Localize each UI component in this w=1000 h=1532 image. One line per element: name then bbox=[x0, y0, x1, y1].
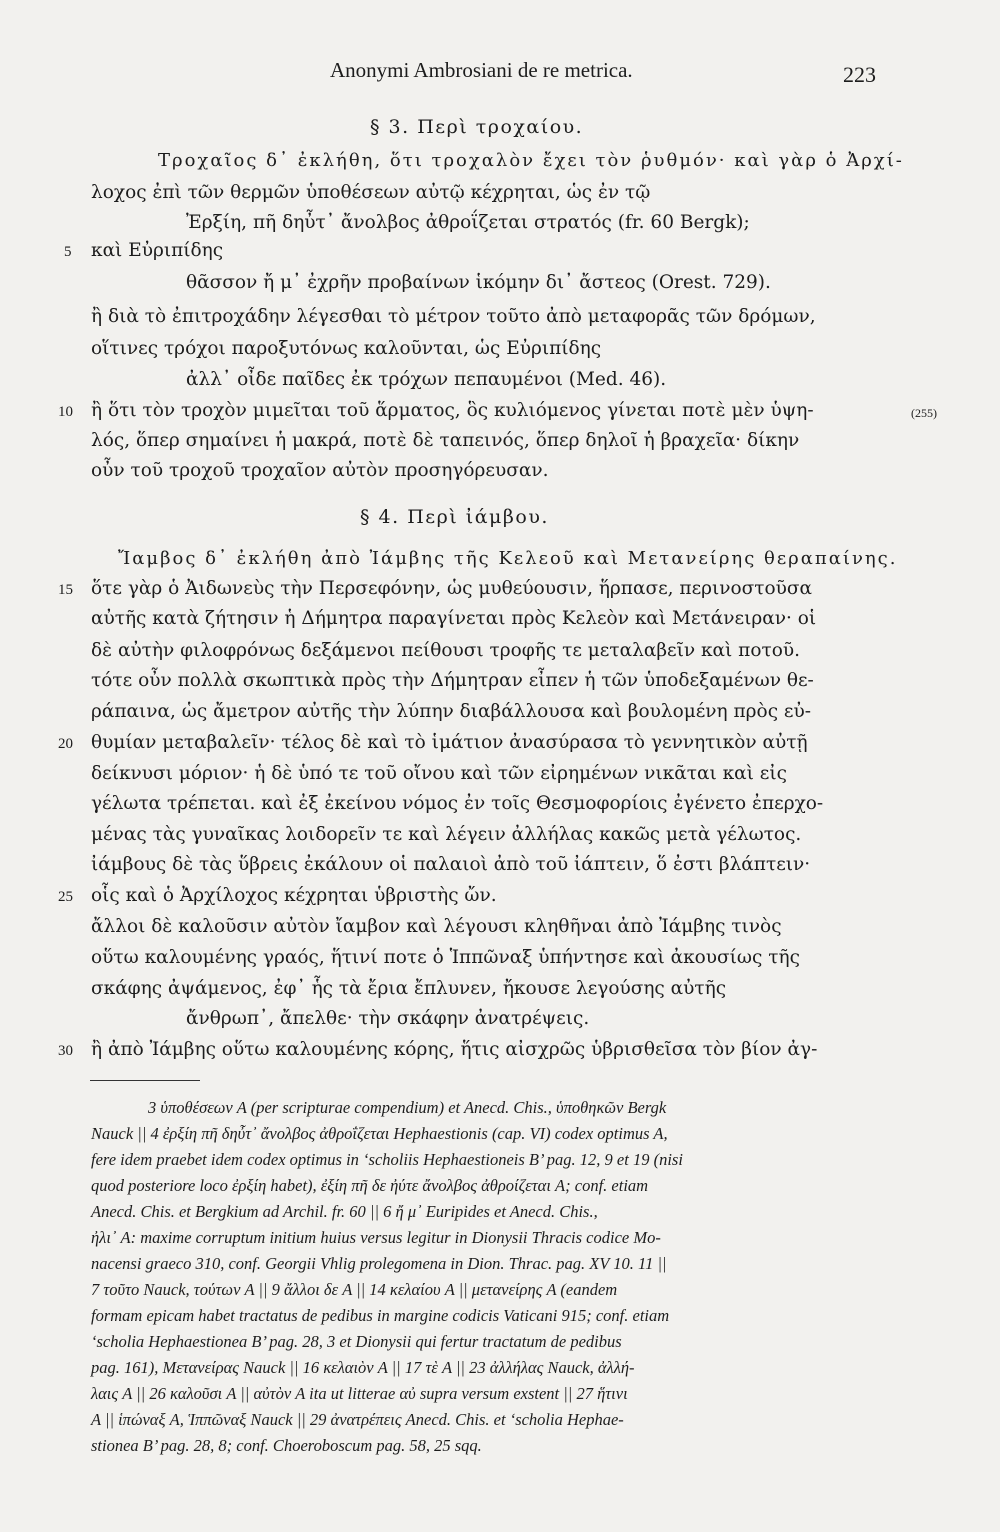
body-line: γέλωτα τρέπεται. καὶ ἐξ ἐκείνου νόμος ἐν τοῖς Θεσμοφορίοις ἐγένετο ἐπερχο- bbox=[91, 793, 824, 814]
line-number: 30 bbox=[58, 1043, 73, 1059]
body-line: λοχος ἐπὶ τῶν θερμῶν ὑποθέσεων αὐτῷ κέχρηται, ὡς ἐν τῷ bbox=[91, 182, 651, 203]
body-line: ἄλλοι δὲ καλοῦσιν αὐτὸν ἴαμβον καὶ λέγουσι κληθῆναι ἀπὸ Ἰάμβης τινὸς bbox=[91, 916, 782, 937]
body-line: ἰάμβους δὲ τὰς ὕβρεις ἐκάλουν οἱ παλαιοὶ ἀπὸ τοῦ ἰάπτειν, ὅ ἐστι βλάπτειν· bbox=[91, 854, 811, 875]
footnote-line: ‘scholia Hephaestionea B’ pag. 28, 3 et Dionysii qui fertur tractatum de pedibus bbox=[91, 1332, 622, 1351]
body-line: Τροχαῖος δ᾽ ἐκλήθη, ὅτι τροχαλὸν ἔχει τὸν ῥυθμόν· καὶ γὰρ ὁ Ἀρχί- bbox=[158, 150, 904, 171]
body-line: δὲ αὐτὴν φιλοφρόνως δεξάμενοι πείθουσι τροφῆς τε μεταλαβεῖν καὶ ποτοῦ. bbox=[91, 640, 800, 661]
line-number: 20 bbox=[58, 736, 73, 752]
footnote-line: 7 τοῦτο Nauck, τούτων A || 9 ἄλλοι δε A || 14 κελαίου A || μετανείρης A (eandem bbox=[91, 1280, 618, 1299]
footnote-line: λαις A || 26 καλοῦσι A || αὐτὸν A ita ut litterae αὐ supra versum exstent || 27 ἥτινι bbox=[91, 1384, 628, 1403]
verse-line: θᾶσσον ἤ μ᾽ ἐχρῆν προβαίνων ἱκόμην δι᾽ ἄστεος (Orest. 729). bbox=[186, 272, 771, 293]
footnote-line: Nauck || 4 ἐρξίη πῆ δηὖτ᾽ ἄνολβος ἀθροΐζεται Hephaestionis (cap. VI) codex optimus A, bbox=[91, 1124, 668, 1143]
footnote-line: quod posteriore loco ἐρξίη habet), ἐξίη πῆ δε ἠύτε ἄνολβος ἀθροίζεται A; conf. etiam bbox=[91, 1176, 649, 1195]
footnote-line: ἠλι᾽ A: maxime corruptum initium huius versus legitur in Dionysii Thracis codice Mo- bbox=[91, 1228, 661, 1247]
body-line: οὕτω καλουμένης γραός, ἥτινί ποτε ὁ Ἱππῶναξ ὑπήντησε καὶ ἀκουσίως τῆς bbox=[91, 947, 800, 968]
footnote-rule bbox=[90, 1080, 200, 1081]
section-title-trochee: § 3. Περὶ τροχαίου. bbox=[370, 116, 584, 138]
footnote-line: stionea B’ pag. 28, 8; conf. Choeroboscum pag. 58, 25 sqq. bbox=[91, 1436, 482, 1455]
body-line: ὅτε γὰρ ὁ Ἀιδωνεὺς τὴν Περσεφόνην, ὡς μυθεύουσιν, ἥρπασε, περινοστοῦσα bbox=[91, 578, 813, 599]
body-line: τότε οὖν πολλὰ σκωπτικὰ πρὸς τὴν Δήμητραν εἶπεν ἡ τῶν ὑποδεξαμένων θε- bbox=[91, 670, 814, 691]
body-line: ἢ ὅτι τὸν τροχὸν μιμεῖται τοῦ ἅρματος, ὃς κυλιόμενος γίνεται ποτὲ μὲν ὑψη- bbox=[91, 400, 814, 421]
line-number: 15 bbox=[58, 582, 73, 598]
verse-line: Ἐρξίη, πῆ δηὖτ᾽ ἄνολβος ἀθροΐζεται στρατός (fr. 60 Bergk); bbox=[186, 212, 750, 233]
body-line: οἵτινες τρόχοι παροξυτόνως καλοῦνται, ὡς Εὐριπίδης bbox=[91, 338, 602, 359]
body-line: θυμίαν μεταβαλεῖν· τέλος δὲ καὶ τὸ ἱμάτιον ἀνασύρασα τὸ γεννητικὸν αὐτῇ bbox=[91, 732, 808, 753]
body-line: ἢ διὰ τὸ ἐπιτροχάδην λέγεσθαι τὸ μέτρον τοῦτο ἀπὸ μεταφορᾶς τῶν δρόμων, bbox=[91, 306, 816, 327]
verse-line: ἄνθρωπ᾽, ἄπελθε· τὴν σκάφην ἀνατρέψεις. bbox=[186, 1008, 590, 1029]
body-line: οἷς καὶ ὁ Ἀρχίλοχος κέχρηται ὑβριστὴς ὤν. bbox=[91, 885, 497, 906]
line-number: 5 bbox=[64, 244, 72, 260]
body-line: ἢ ἀπὸ Ἰάμβης οὕτω καλουμένης κόρης, ἥτις αἰσχρῶς ὑβρισθεῖσα τὸν βίον ἀγ- bbox=[91, 1039, 818, 1060]
body-line: λός, ὅπερ σημαίνει ἡ μακρά, ποτὲ δὲ ταπεινός, ὅπερ δηλοῖ ἡ βραχεῖα· δίκην bbox=[91, 430, 800, 451]
footnote-line: pag. 161), Μετανείρας Nauck || 16 κελαιὸν A || 17 τὲ A || 23 ἀλλήλας Nauck, ἀλλή- bbox=[91, 1358, 635, 1377]
margin-page-reference: (255) bbox=[911, 406, 937, 420]
section-title-iamb: § 4. Περὶ ἰάμβου. bbox=[360, 506, 549, 528]
body-line: καὶ Εὐριπίδης bbox=[91, 240, 224, 261]
running-title: Anonymi Ambrosiani de re metrica. bbox=[330, 58, 633, 82]
footnote-line: fere idem praebet idem codex optimus in ‘scholiis Hephaestioneis B’ pag. 12, 9 et 19 (nisi bbox=[91, 1150, 683, 1169]
body-line: οὖν τοῦ τροχοῦ τροχαῖον αὐτὸν προσηγόρευσαν. bbox=[91, 460, 549, 481]
body-line: δείκνυσι μόριον· ἡ δὲ ὑπό τε τοῦ οἴνου καὶ τῶν εἰρημένων νικᾶται καὶ εἰς bbox=[91, 763, 787, 784]
line-number: 25 bbox=[58, 889, 73, 905]
footnote-line: A || ἱπώναξ A, Ἱππῶναξ Nauck || 29 ἀνατρέπεις Anecd. Chis. et ‘scholia Hephae- bbox=[91, 1410, 624, 1429]
footnote-line: nacensi graeco 310, conf. Georgii Vhlig prolegomena in Dion. Thrac. pag. XV 10. 11 || bbox=[91, 1254, 667, 1273]
line-number: 10 bbox=[58, 404, 73, 420]
verse-line: ἀλλ᾽ οἶδε παῖδες ἐκ τρόχων πεπαυμένοι (Med. 46). bbox=[186, 369, 667, 390]
footnote-line: 3 ὑποθέσεων A (per scripturae compendium) et Anecd. Chis., ὑποθηκῶν Bergk bbox=[148, 1098, 667, 1117]
footnote-line: formam epicam habet tractatus de pedibus in margine codicis Vaticani 915; conf. etiam bbox=[91, 1306, 670, 1325]
body-line: σκάφης ἀψάμενος, ἐφ᾽ ἧς τὰ ἔρια ἔπλυνεν, ἤκουσε λεγούσης αὐτῆς bbox=[91, 978, 727, 999]
body-line: ράπαινα, ὡς ἄμετρον αὐτῆς τὴν λύπην διαβάλλουσα καὶ βουλομένη πρὸς εὐ- bbox=[91, 701, 812, 722]
body-line: αὐτῆς κατὰ ζήτησιν ἡ Δήμητρα παραγίνεται πρὸς Κελεὸν καὶ Μετάνειραν· οἱ bbox=[91, 608, 817, 629]
body-line: Ἴαμβος δ᾽ ἐκλήθη ἀπὸ Ἰάμβης τῆς Κελεοῦ καὶ Μετανείρης θεραπαίνης. bbox=[118, 548, 898, 569]
footnote-line: Anecd. Chis. et Bergkium ad Archil. fr. 60 || 6 ἤ μ᾽ Euripides et Anecd. Chis., bbox=[91, 1202, 598, 1221]
body-line: μένας τὰς γυναῖκας λοιδορεῖν τε καὶ λέγειν ἀλλήλας κακῶς μετὰ γέλωτος. bbox=[91, 824, 802, 845]
page-number: 223 bbox=[843, 62, 876, 87]
